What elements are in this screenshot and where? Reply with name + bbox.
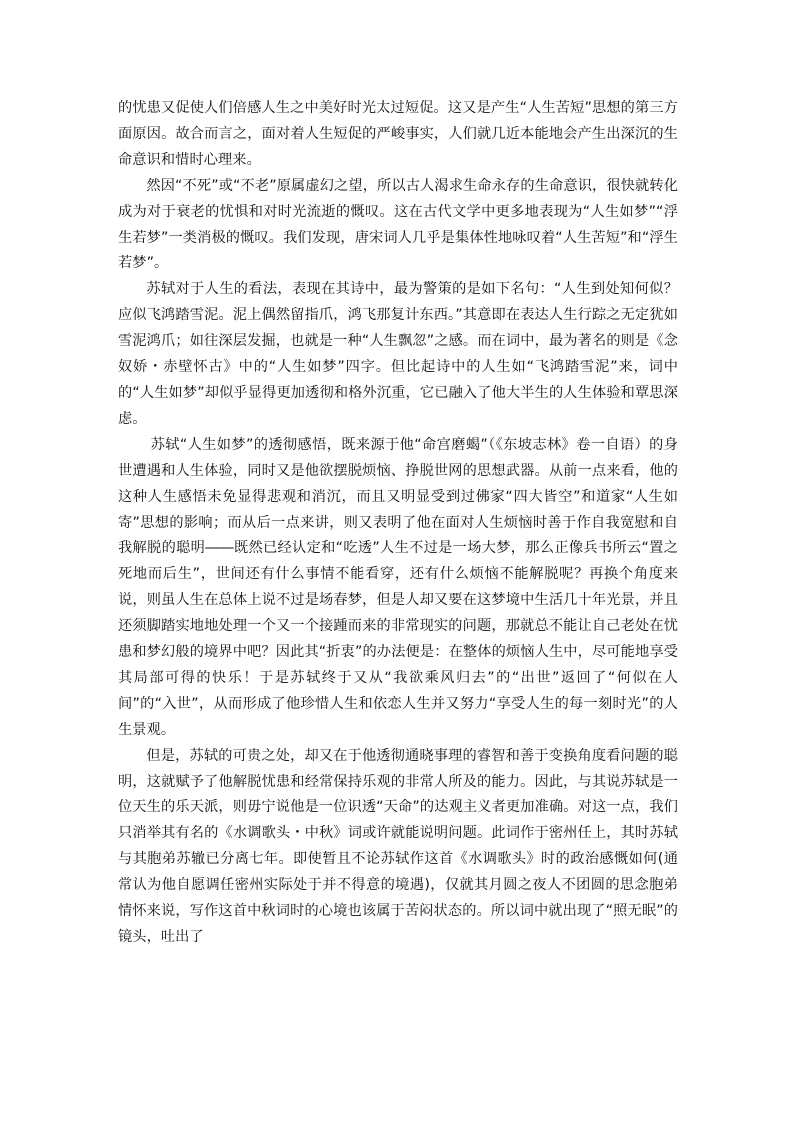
paragraph-wisdom-and-optimism: 但是，苏轼的可贵之处，却又在于他透彻通晓事理的睿智和善于变换角度看问题的聪明，这就赋予了他解脱忧患和经常保持乐观的非常人所及的能力。因此，与其说苏轼是一位天生的乐天派，则毋宁说他是一位识透“天命”的达观主义者更加准确。对这一点，我们只消举其有名的《水调歌头・中秋》词或许就能说明问题。此词作于密州任上，其时苏轼与其胞弟苏辙已分离七年。即使暂且不论苏轼作这首《水调歌头》时的政治感慨如何(通常认为他自愿调任密州实际处于并不得意的境遇)，仅就其月圆之夜人不团圆的思念胞弟情怀来说，写作这首中秋词时的心境也该属于苦闷状态的。所以词中就出现了“照无眠”的镜头，吐出了: [118, 747, 678, 945]
document-page: [118, 96, 678, 951]
paragraph-sushi-view-of-life: 苏轼对于人生的看法，表现在其诗中，最为警策的是如下名句：“人生到处知何似？应似飞鸿踏雪泥。泥上偶然留指爪，鸿飞那复计东西。”其意即在表达人生行踪之无定犹如雪泥鸿爪；如往深层发掘，也就是一种“人生飘忽”之感。而在词中，最为著名的则是《念奴娇・赤壁怀古》中的“人生如梦”四字。但比起诗中的人生如“飞鸿踏雪泥”来，词中的“人生如梦”却似乎显得更加透彻和格外沉重，它已融入了他大半生的人生体验和覃思深虑。: [118, 281, 678, 427]
paragraph-continuation: 的忧患又促使人们倍感人生之中美好时光太过短促。这又是产生“人生苦短”思想的第三方面原因。故合而言之，面对着人生短促的严峻事实，人们就几近本能地会产生出深沉的生命意识和惜时心理来。: [118, 100, 678, 168]
paragraph-immortality: 然因“不死”或“不老”原属虚幻之望，所以古人渴求生命永存的生命意识，很快就转化成为对于衰老的忧惧和对时光流逝的慨叹。这在古代文学中更多地表现为“人生如梦”“浮生若梦”一类消极的慨叹。我们发现，唐宋词人几乎是集体性地咏叹着“人生苦短”和“浮生若梦”。: [118, 177, 678, 272]
paragraph-life-like-dream: 苏轼“人生如梦”的透彻感悟，既来源于他“命宫磨蝎”（《东坡志林》卷一自语）的身世遭遇和人生体验，同时又是他欲摆脱烦恼、挣脱世网的思想武器。从前一点来看，他的这种人生感悟未免显得悲观和消沉，而且又明显受到过佛家“四大皆空”和道家“人生如寄”思想的影响；而从后一点来讲，则又表明了他在面对人生烦恼时善于作自我宽慰和自我解脱的聪明――既然已经认定和“吃透”人生不过是一场大梦，那么正像兵书所云“置之死地而后生”，世间还有什么事情不能看穿，还有什么烦恼不能解脱呢？再换个角度来说，则虽人生在总体上说不过是场春梦，但是人却又要在这梦境中生活几十年光景，并且还须脚踏实地地处理一个又一个接踵而来的非常现实的问题，那就总不能让自己老处在忧患和梦幻般的境界中吧？因此其“折衷”的办法便是：在整体的烦恼人生中，尽可能地享受其局部可得的快乐！于是苏轼终于又从“我欲乘风归去”的“出世”返回了“何似在人间”的“入世”，从而形成了他珍惜人生和依恋人生并又努力“享受人生的每一刻时光”的人生景观。: [118, 436, 678, 738]
